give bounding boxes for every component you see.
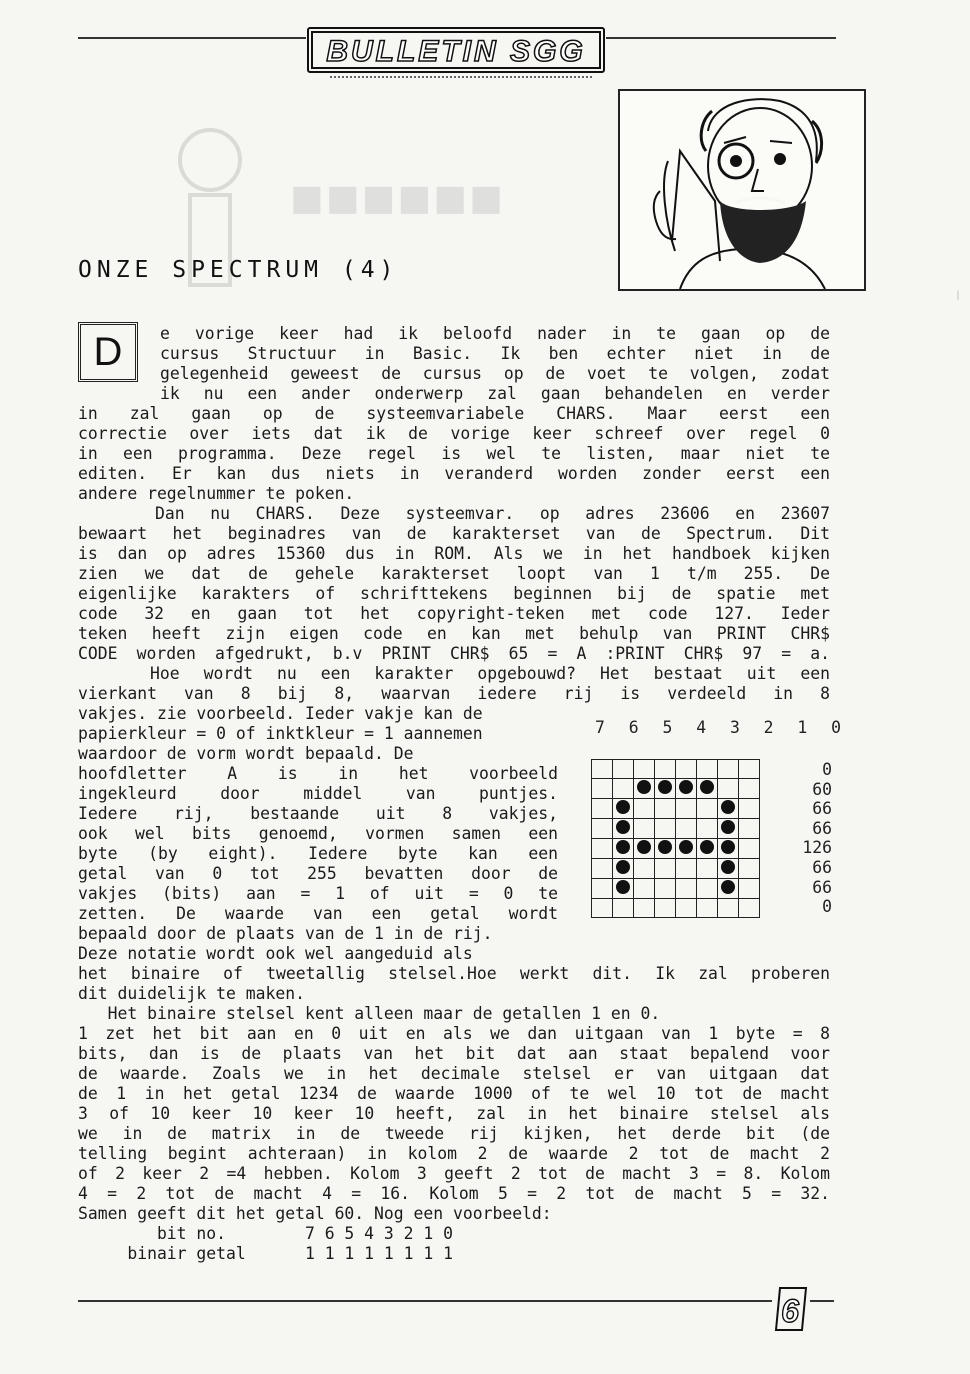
matrix-cell xyxy=(634,879,655,899)
masthead-subline xyxy=(330,76,592,84)
article-line: editen. Er kan dus niets in veranderd worden zonder eerst een xyxy=(78,464,830,483)
bleed-through-ghost: ■■■■■■ xyxy=(290,166,505,229)
matrix-row-value: 66 xyxy=(812,858,832,877)
matrix-row-value: 0 xyxy=(822,897,832,917)
matrix-bit-numbers: 7 6 5 4 3 2 1 0 xyxy=(595,718,849,737)
matrix-cell xyxy=(613,779,634,799)
article-line: byte (by eight). Iedere byte kan een xyxy=(78,844,558,863)
ink-dot xyxy=(658,780,672,794)
article-line: ook wel bits genoemd, vormen samen een xyxy=(78,824,558,843)
matrix-cell xyxy=(718,859,739,879)
matrix-cell xyxy=(718,779,739,799)
page-number: 6 xyxy=(781,1293,799,1329)
article-line: binair getal 1 1 1 1 1 1 1 1 xyxy=(78,1244,453,1263)
article-line: 4 = 2 tot de macht 4 = 16. Kolom 5 = 2 tot de macht 5 = 32. xyxy=(78,1184,830,1203)
article-line: dit duidelijk te maken. xyxy=(78,984,305,1003)
matrix-cell xyxy=(592,779,613,799)
drop-cap: D xyxy=(78,322,138,382)
article-line: bit no. 7 6 5 4 3 2 1 0 xyxy=(78,1224,453,1243)
matrix-cell xyxy=(676,779,697,799)
matrix-cell xyxy=(697,779,718,799)
matrix-cell xyxy=(613,859,634,879)
matrix-cell xyxy=(634,760,655,779)
article-line: correctie over iets dat ik de vorige keer schreef over regel 0 xyxy=(78,424,830,443)
ink-dot xyxy=(637,840,651,854)
article-line: bepaald door de plaats van de 1 in de rij. xyxy=(78,924,493,943)
matrix-row-value: 60 xyxy=(812,779,832,799)
ink-dot xyxy=(700,840,714,854)
matrix-cell xyxy=(592,859,613,879)
page-number-box xyxy=(774,1284,808,1334)
matrix-cell xyxy=(718,760,739,779)
matrix-row xyxy=(592,899,760,918)
matrix-cell xyxy=(697,859,718,879)
matrix-row xyxy=(592,779,760,799)
header-rule-right xyxy=(606,37,836,39)
article-line: Dan nu CHARS. Deze systeemvar. op adres 23606 en 23607 xyxy=(78,504,830,523)
article-line: in zal gaan op de systeemvariabele CHARS. Maar eerst een xyxy=(78,404,830,423)
ink-dot xyxy=(616,820,630,834)
ink-dot xyxy=(658,840,672,854)
matrix-cell xyxy=(655,779,676,799)
matrix-row xyxy=(592,760,760,779)
article-line: andere regelnummer te poken. xyxy=(78,484,355,503)
matrix-cell xyxy=(739,839,760,859)
matrix-cell xyxy=(676,899,697,918)
matrix-row xyxy=(592,859,760,879)
matrix-row-value: 66 xyxy=(812,877,832,897)
article-line: getal van 0 tot 255 bevatten door de xyxy=(78,864,558,883)
matrix-cell xyxy=(718,899,739,918)
matrix-cell xyxy=(676,879,697,899)
matrix-cell xyxy=(613,819,634,839)
matrix-cell xyxy=(592,799,613,819)
matrix-row xyxy=(592,819,760,839)
matrix-cell xyxy=(697,879,718,899)
article-line: bewaart het beginadres van de karakterset van de Spectrum. Dit xyxy=(78,524,830,543)
matrix-cell xyxy=(739,819,760,839)
matrix-cell xyxy=(655,799,676,819)
matrix-cell xyxy=(613,799,634,819)
matrix-cell xyxy=(739,760,760,779)
footer-rule-left xyxy=(78,1300,772,1302)
article-line: is dan op adres 15360 dus in ROM. Als we in het handboek kijken xyxy=(78,544,830,563)
matrix-row-value: 66 xyxy=(812,818,832,838)
footer-rule-right xyxy=(810,1300,834,1302)
ink-dot xyxy=(721,880,735,894)
ink-dot xyxy=(679,840,693,854)
article-line: hoofdletter A is in het voorbeeld xyxy=(78,764,558,783)
matrix-cell xyxy=(634,839,655,859)
article-line: code 32 en gaan tot het copyright-teken met code 127. Ieder xyxy=(78,604,830,623)
matrix-cell xyxy=(697,899,718,918)
matrix-row-value: 126 xyxy=(802,838,832,858)
matrix-cell xyxy=(613,879,634,899)
ink-dot xyxy=(679,780,693,794)
article-line: teken heeft zijn eigen code en kan met behulp van PRINT CHR$ xyxy=(78,624,830,643)
article-line: Deze notatie wordt ook wel aangeduid als xyxy=(78,944,473,963)
matrix-cell xyxy=(676,760,697,779)
ink-dot xyxy=(637,780,651,794)
article-headline: ONZE SPECTRUM (4) xyxy=(78,257,399,283)
article-line: ingekleurd door middel van puntjes. xyxy=(78,784,558,803)
article-line: we in de matrix in de tweede rij kijken, het derde bit (de xyxy=(78,1124,830,1143)
matrix-cell xyxy=(592,819,613,839)
article-line: in een programma. Deze regel is wel te listen, maar niet te xyxy=(78,444,830,463)
matrix-row xyxy=(592,879,760,899)
article-line: ik nu een ander onderwerp zal gaan behandelen en verder xyxy=(160,384,830,403)
article-line: zetten. De waarde van een getal wordt xyxy=(78,904,558,923)
matrix-cell xyxy=(634,779,655,799)
article-line: telling begint achteraan) in kolom 2 de waarde 2 tot de macht 2 xyxy=(78,1144,830,1163)
article-line: vakjes (bits) aan = 1 of uit = 0 te xyxy=(78,884,558,903)
matrix-cell xyxy=(655,879,676,899)
matrix-cell xyxy=(697,799,718,819)
masthead-title: BULLETIN SGG xyxy=(326,35,586,68)
matrix-cell xyxy=(739,879,760,899)
article-line: 3 of 10 keer 10 keer 10 heeft, zal in het binaire stelsel als xyxy=(78,1104,830,1123)
matrix-cell xyxy=(676,819,697,839)
matrix-cell xyxy=(613,839,634,859)
article-line: de waarde. Zoals we in het decimale stelsel er van uitgaan dat xyxy=(78,1064,830,1083)
matrix-cell xyxy=(718,799,739,819)
matrix-cell xyxy=(676,799,697,819)
matrix-cell xyxy=(697,760,718,779)
article-line: de 1 in het getal 1234 de waarde 1000 of te wel 10 tot de macht xyxy=(78,1084,830,1103)
article-line: waardoor de vorm wordt bepaald. De xyxy=(78,744,414,763)
ink-dot xyxy=(616,860,630,874)
matrix-cell xyxy=(655,819,676,839)
matrix-cell xyxy=(655,859,676,879)
matrix-cell xyxy=(634,819,655,839)
matrix-cell xyxy=(634,799,655,819)
matrix-cell xyxy=(634,859,655,879)
article-line: bits, dan is de plaats van het bit dat aan staat bepalend voor xyxy=(78,1044,830,1063)
ink-dot xyxy=(721,840,735,854)
article-line: vierkant van 8 bij 8, waarvan iedere rij is verdeeld in 8 xyxy=(78,684,830,703)
ink-dot xyxy=(616,800,630,814)
article-line: e vorige keer had ik beloofd nader in te gaan op de xyxy=(160,324,830,343)
matrix-cell xyxy=(655,899,676,918)
character-bit-matrix xyxy=(591,759,760,918)
matrix-row xyxy=(592,839,760,859)
matrix-cell xyxy=(592,760,613,779)
article-line: cursus Structuur in Basic. Ik ben echter niet in de xyxy=(160,344,830,363)
article-line: Iedere rij, bestaande uit 8 vakjes, xyxy=(78,804,558,823)
matrix-cell xyxy=(613,899,634,918)
matrix-row-value: 66 xyxy=(812,799,832,819)
matrix-row-value: 0 xyxy=(822,760,832,779)
matrix-cell xyxy=(718,839,739,859)
article-line: papierkleur = 0 of inktkleur = 1 aannemen xyxy=(78,724,483,743)
article-line: zien we dat de gehele karakterset loopt van 1 t/m 255. De xyxy=(78,564,830,583)
matrix-cell xyxy=(655,839,676,859)
article-line: Hoe wordt nu een karakter opgebouwd? Het bestaat uit een xyxy=(78,664,830,683)
matrix-cell xyxy=(592,899,613,918)
matrix-cell xyxy=(613,760,634,779)
header-rule-left xyxy=(78,37,306,39)
illustration-man-with-monocle xyxy=(618,89,866,291)
matrix-cell xyxy=(655,760,676,779)
article-line: CODE worden afgedrukt, b.v PRINT CHR$ 65 = A :PRINT CHR$ 97 = a. xyxy=(78,644,830,663)
article-line: of 2 keer 2 =4 hebben. Kolom 3 geeft 2 tot de macht 3 = 8. Kolom xyxy=(78,1164,830,1183)
ink-dot xyxy=(616,840,630,854)
ink-dot xyxy=(721,800,735,814)
matrix-cell xyxy=(676,839,697,859)
article-line: het binaire of tweetallig stelsel.Hoe werkt dit. Ik zal proberen xyxy=(78,964,830,983)
matrix-cell xyxy=(739,799,760,819)
article-line: Samen geeft dit het getal 60. Nog een voorbeeld: xyxy=(78,1204,552,1223)
matrix-cell xyxy=(739,859,760,879)
matrix-cell xyxy=(718,819,739,839)
article-line: vakjes. zie voorbeeld. Ieder vakje kan de xyxy=(78,704,483,723)
matrix-cell xyxy=(634,899,655,918)
article-line: Het binaire stelsel kent alleen maar de getallen 1 en 0. xyxy=(78,1004,661,1023)
matrix-cell xyxy=(676,859,697,879)
edge-mark: | xyxy=(955,290,962,301)
ink-dot xyxy=(616,880,630,894)
article-line: 1 zet het bit aan en 0 uit en als we dan uitgaan van 1 byte = 8 xyxy=(78,1024,830,1043)
matrix-cell xyxy=(718,879,739,899)
matrix-cell xyxy=(739,899,760,918)
matrix-cell xyxy=(697,839,718,859)
article-line: eigenlijke karakters of schrifttekens beginnen bij de spatie met xyxy=(78,584,830,603)
ink-dot xyxy=(721,860,735,874)
matrix-cell xyxy=(697,819,718,839)
ink-dot xyxy=(721,820,735,834)
ink-dot xyxy=(700,780,714,794)
masthead-logo xyxy=(306,24,606,76)
matrix-cell xyxy=(592,839,613,859)
matrix-cell xyxy=(592,879,613,899)
matrix-row xyxy=(592,799,760,819)
matrix-cell xyxy=(739,779,760,799)
article-line: gelegenheid geweest de cursus op de voet te volgen, zodat xyxy=(160,364,830,383)
